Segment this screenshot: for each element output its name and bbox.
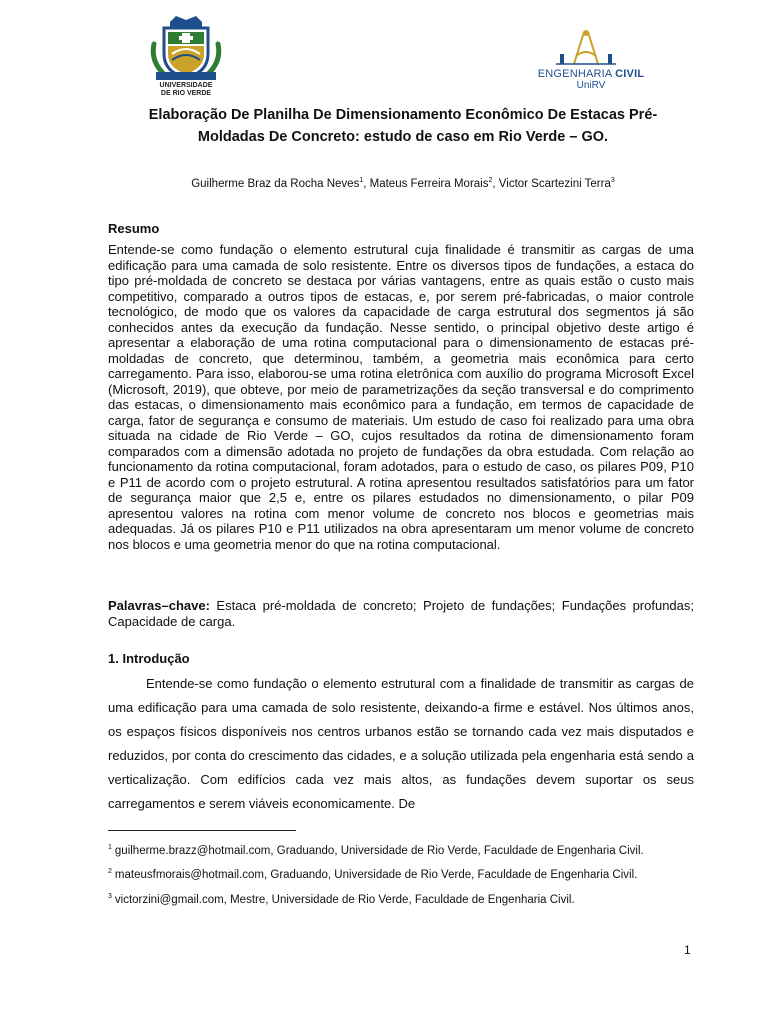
footnote-text: mateusfmorais@hotmail.com, Graduando, Universidade de Rio Verde, Faculdade de Engenharia Civil. — [114, 869, 638, 882]
footnote-mark: 1 — [108, 844, 112, 851]
author-name: Mateus Ferreira Morais — [369, 177, 489, 190]
author-name: Victor Scartezini Terra — [498, 177, 611, 190]
paper-title — [108, 104, 698, 148]
footnote-mark: 3 — [108, 892, 112, 900]
footnote-text: guilherme.brazz@hotmail.com, Graduando, Universidade de Rio Verde, Faculdade de Engenharia Civil. — [114, 844, 644, 857]
footnotes — [108, 838, 694, 911]
keywords — [108, 598, 694, 629]
university-name-line2: DE RIO VERDE — [160, 90, 212, 97]
introduction-text: Entende-se como fundação o elemento estrutural com a finalidade de transmitir as cargas de uma edificação para uma camada de solo resistente, deixando-a firme e estável. Nos últimos anos, os espaços físicos disponíveis nos centros urbanos estão se tornando cada vez mais disputados e reduzidos, por conta do crescimento das cidades, e a solução utilizada pela engenharia está sendo a verticalização. Com edifícios cada vez mais altos, as fundações devem suportar os seus carregamentos e serem viáveis economicamente. De — [108, 676, 694, 811]
keywords-text: Estaca pré-moldada de concreto; Projeto de fundações; Fundações profundas; Capacidade de carga. — [108, 598, 694, 629]
introduction-heading: 1. Introdução — [108, 651, 190, 666]
compass-tower-emblem-icon — [536, 28, 646, 68]
page-number: 1 — [684, 943, 691, 957]
footnote — [108, 887, 694, 910]
abstract-text: Entende-se como fundação o elemento estrutural cuja finalidade é transmitir as cargas de uma edificação para uma camada de solo resistente. Entre os diversos tipos de fundações, a estaca do tipo pré-moldada de concreto se destaca por várias vantagens, entre as quais estão o custo mais competitivo, comparado a outros tipos de estacas, e, por serem pré-fabricadas, o maior controle tecnológico, de modo que os valores da capacidade de carga estrutural dos segmentos já são conhecidos antes da execução da fundação. Nesse sentido, o principal objetivo deste artigo é apresentar a elaboração de uma rotina computacional para o dimensionamento de estacas pré-moldadas de concreto, que determinou, também, a geometria mais econômica para certo carregamento. Para isso, elaborou-se uma rotina eletrônica com auxílio do programa Microsoft Excel (Microsoft, 2019), que obteve, por meio de parametrizações da seção transversal e do comprimento das estacas, o dimensionamento mais econômico para a fundação, em termos de capacidade de carga, fator de segurança e consumo de materiais. Um estudo de caso foi realizado para uma obra situada na cidade de Rio Verde – GO, cujos resultados da rotina de dimensionamento foram comparados com a dimensão adotada no projeto de fundações da obra estudada. Com relação ao funcionamento da rotina computacional, foram adotados, para o estudo de caso, os pilares P09, P10 e P11 de acordo com o projeto estrutural. A rotina apresentou resultados satisfatórios para um fator de segurança maior que 2,5 e, entre os pilares estudados no dimensionamento, o pilar P09 apresentou valores na rotina com menor volume de concreto nos blocos e geometrias mais adequadas. Já os pilares P10 e P11 utilizados na obra apresentaram um menor volume de concreto nos blocos e uma geometria menor do que na rotina computacional. — [108, 242, 694, 552]
civil-word: CIVIL — [615, 68, 645, 80]
university-name-line1: UNIVERSIDADE — [159, 82, 213, 89]
paper-title-line1: Elaboração De Planilha De Dimensionamento Econômico De Estacas Pré- — [148, 107, 658, 123]
unirv-label: UniRV — [576, 80, 606, 91]
footnote-text: victorzini@gmail.com, Mestre, Universidade de Rio Verde, Faculdade de Engenharia Civil. — [114, 893, 575, 906]
footnote-divider — [108, 830, 296, 831]
footnote — [108, 862, 694, 885]
keywords-label: Palavras–chave: — [108, 598, 210, 613]
author-footnote-mark: 1 — [359, 177, 364, 184]
abstract-heading: Resumo — [108, 221, 160, 236]
author-footnote-mark: 3 — [610, 177, 615, 184]
engineering-word: ENGENHARIA — [537, 68, 612, 80]
author-name: Guilherme Braz da Rocha Neves — [191, 177, 360, 190]
university-logo — [146, 14, 226, 100]
footnote — [108, 838, 694, 861]
engineering-logo — [536, 28, 646, 92]
engineering-logo-label — [536, 68, 646, 80]
footnote-mark: 2 — [108, 868, 112, 876]
university-crest-icon — [146, 14, 226, 82]
paper-title-line2: Moldadas De Concreto: estudo de caso em Rio Verde – GO. — [197, 129, 609, 145]
author-list: Guilherme Braz da Rocha Neves$^1$, Mateus Ferreira Morais$^2$, Victor Scartezini Terra$^3$ — [191, 177, 615, 190]
author-footnote-mark: 2 — [488, 177, 493, 184]
